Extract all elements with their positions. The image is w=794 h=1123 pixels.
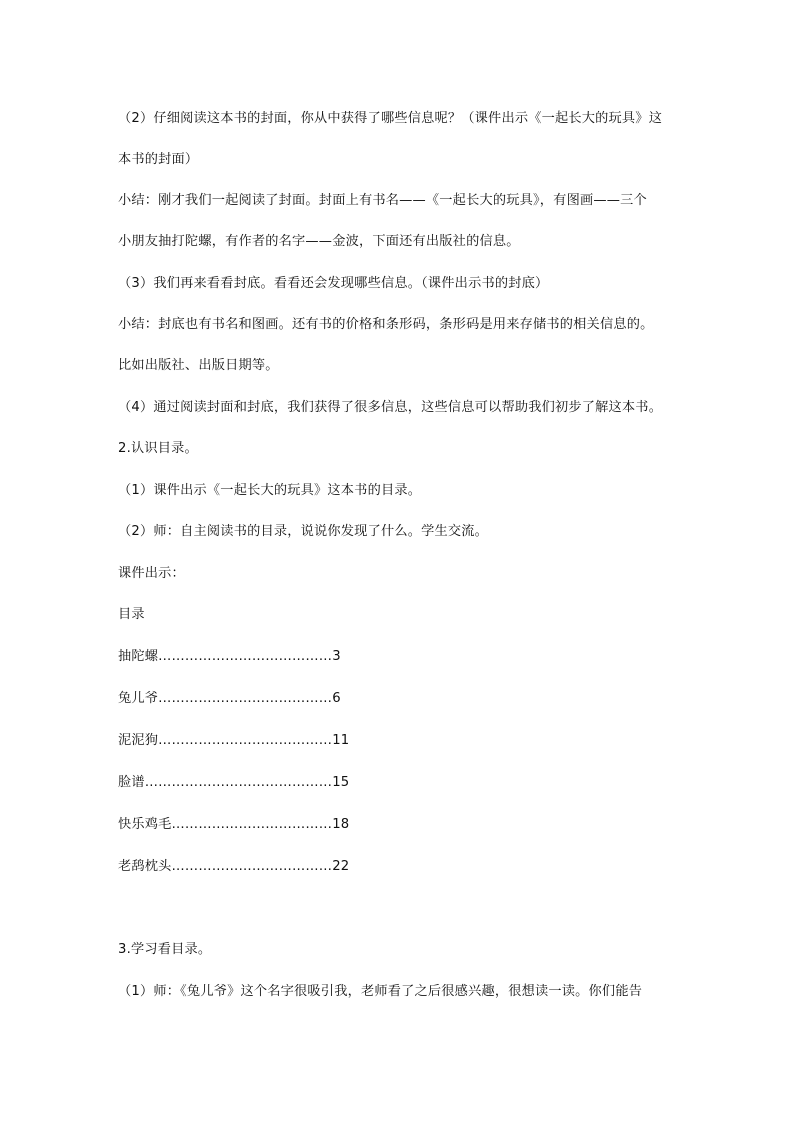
toc-entry: 快乐鸡毛………………………………18 [118, 817, 350, 832]
paragraph-toc-read: （2）师：自主阅读书的目录，说说你发现了什么。学生交流。 [118, 524, 489, 539]
paragraph-conclusion: （4）通过阅读封面和封底，我们获得了很多信息，这些信息可以帮助我们初步了解这本书。 [118, 400, 663, 415]
toc-entry: 老鸹枕头………………………………22 [118, 859, 350, 874]
paragraph-summary-cover-cont: 小朋友抽打陀螺，有作者的名字——金波，下面还有出版社的信息。 [118, 234, 520, 249]
section-heading-learn-toc: 3.学习看目录。 [118, 942, 212, 957]
paragraph-summary-cover: 小结：刚才我们一起阅读了封面。封面上有书名——《一起长大的玩具》，有图画——三个 [118, 193, 647, 208]
paragraph-toc-show: （1）课件出示《一起长大的玩具》这本书的目录。 [118, 483, 422, 498]
section-heading-toc: 2.认识目录。 [118, 441, 198, 456]
paragraph-summary-back: 小结：封底也有书名和图画。还有书的价格和条形码，条形码是用来存储书的相关信息的。 [118, 317, 654, 332]
toc-title: 目录 [118, 607, 145, 622]
paragraph-teacher-rabbit: （1）师：《兔儿爷》这个名字很吸引我，老师看了之后很感兴趣，很想读一读。你们能告 [118, 984, 643, 999]
paragraph-cover-question: （2）仔细阅读这本书的封面，你从中获得了哪些信息呢？（课件出示《一起长大的玩具》这 [118, 111, 663, 126]
paragraph-cover-question-cont: 本书的封面） [118, 152, 199, 167]
paragraph-back-cover: （3）我们再来看看封底。看看还会发现哪些信息。（课件出示书的封底） [118, 276, 549, 291]
toc-entry: 兔儿爷…………………………………6 [118, 691, 341, 706]
paragraph-courseware: 课件出示： [118, 566, 185, 581]
paragraph-summary-back-cont: 比如出版社、出版日期等。 [118, 358, 279, 373]
toc-entry: 泥泥狗…………………………………11 [118, 733, 350, 748]
toc-entry: 脸谱……………………………………15 [118, 775, 350, 790]
toc-entry: 抽陀螺…………………………………3 [118, 649, 341, 664]
